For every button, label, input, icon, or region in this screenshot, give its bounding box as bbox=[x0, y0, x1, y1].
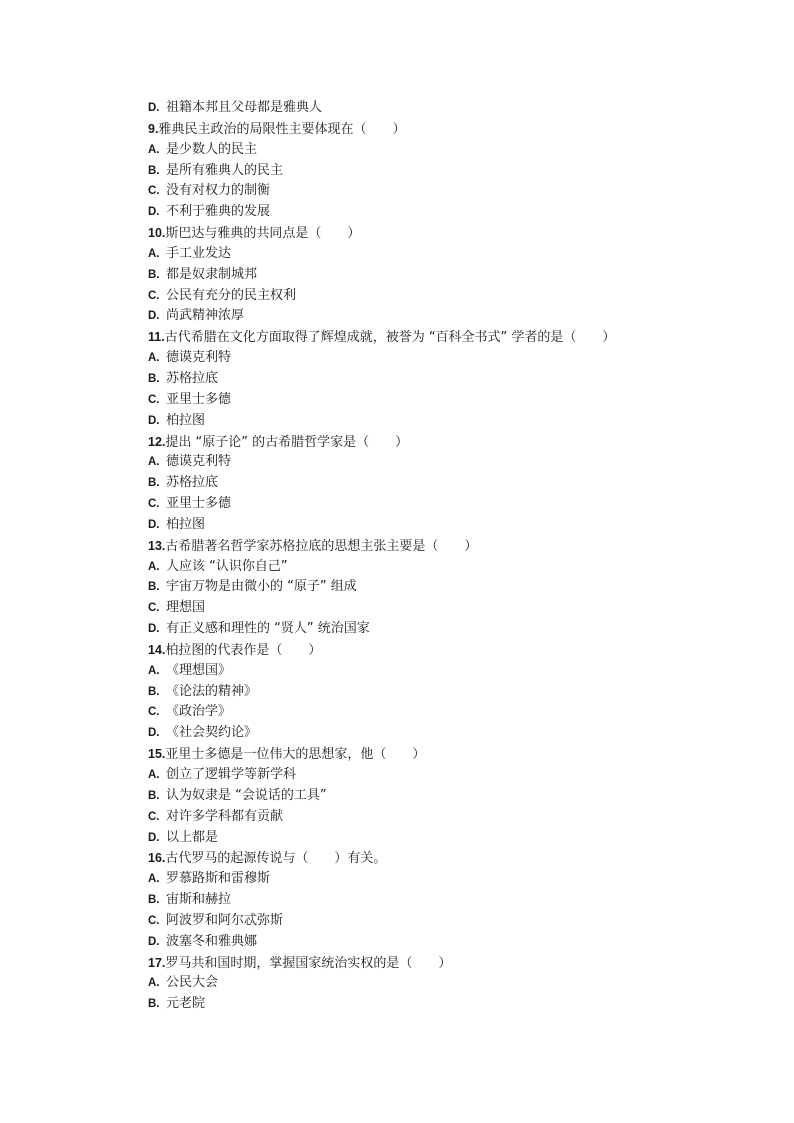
option-text: 柏拉图 bbox=[166, 516, 206, 532]
option-text: 是少数人的民主 bbox=[166, 141, 258, 157]
option-text: 《理想国》 bbox=[166, 662, 232, 678]
option-text: 不利于雅典的发展 bbox=[166, 204, 271, 220]
option-line bbox=[148, 306, 748, 327]
option-line bbox=[148, 515, 748, 536]
option-line bbox=[148, 973, 748, 994]
option-letter: D. bbox=[148, 414, 160, 427]
option-text: 宇宙万物是由微小的 “原子” 组成 bbox=[166, 579, 357, 595]
option-letter: B. bbox=[148, 372, 160, 385]
option-text: 创立了逻辑学等新学科 bbox=[166, 767, 297, 782]
option-line bbox=[148, 348, 748, 369]
option-letter: C. bbox=[148, 914, 160, 927]
option-text: 是所有雅典人的民主 bbox=[166, 162, 284, 178]
option-letter: A. bbox=[148, 352, 160, 365]
option-line bbox=[148, 140, 748, 161]
question-text: 罗马共和国时期，掌握国家统治实权的是（ ） bbox=[165, 955, 452, 971]
question-text: 古代罗马的起源传说与（ ）有关。 bbox=[165, 851, 387, 867]
option-text: 波塞冬和雅典娜 bbox=[166, 933, 258, 949]
option-letter: D. bbox=[148, 623, 160, 636]
option-letter: D. bbox=[148, 518, 160, 531]
option-line bbox=[148, 598, 748, 619]
option-text: 《政治学》 bbox=[166, 704, 232, 720]
option-letter: C. bbox=[148, 393, 160, 406]
option-letter: D. bbox=[148, 206, 160, 219]
option-line bbox=[148, 411, 748, 432]
option-text: 手工业发达 bbox=[166, 245, 232, 261]
option-line bbox=[148, 619, 748, 640]
option-letter: B. bbox=[148, 164, 160, 177]
option-line bbox=[148, 661, 748, 682]
option-text: 都是奴隶制城邦 bbox=[166, 266, 258, 282]
option-letter: B. bbox=[148, 685, 160, 698]
question-text: 提出 “原子论” 的古希腊哲学家是（ ） bbox=[165, 434, 409, 450]
option-line bbox=[148, 557, 748, 578]
option-letter: A. bbox=[148, 664, 160, 677]
option-line bbox=[148, 702, 748, 723]
option-line bbox=[148, 869, 748, 890]
option-text: 德谟克利特 bbox=[166, 350, 232, 366]
option-line bbox=[148, 807, 748, 828]
option-text: 公民大会 bbox=[166, 975, 219, 991]
option-letter: A. bbox=[148, 769, 160, 781]
option-line bbox=[148, 98, 748, 119]
question-number: 13. bbox=[148, 538, 166, 553]
option-line bbox=[148, 181, 748, 202]
option-line bbox=[148, 390, 748, 411]
option-text: 罗慕路斯和雷穆斯 bbox=[166, 871, 271, 887]
question-line bbox=[148, 744, 748, 765]
option-line bbox=[148, 682, 748, 703]
option-text: 柏拉图 bbox=[166, 412, 206, 428]
question-line bbox=[148, 848, 748, 869]
question-number: 17. bbox=[148, 955, 166, 970]
option-letter: B. bbox=[148, 894, 160, 907]
option-text: 认为奴隶是 “会说话的工具” bbox=[166, 787, 327, 803]
question-line bbox=[148, 536, 748, 557]
option-text: 没有对权力的制衡 bbox=[166, 183, 271, 199]
question-line bbox=[148, 327, 748, 348]
option-line bbox=[148, 202, 748, 223]
question-text: 雅典民主政治的局限性主要体现在（ ） bbox=[158, 121, 406, 137]
option-letter: D. bbox=[148, 310, 160, 323]
option-text: 对许多学科都有贡献 bbox=[166, 808, 284, 824]
option-letter: D. bbox=[148, 935, 160, 948]
question-number: 14. bbox=[148, 642, 166, 657]
option-letter: B. bbox=[148, 268, 160, 281]
question-line bbox=[148, 223, 748, 244]
question-number: 16. bbox=[148, 851, 166, 866]
option-text: 元老院 bbox=[166, 996, 206, 1012]
option-letter: C. bbox=[148, 185, 160, 198]
option-text: 宙斯和赫拉 bbox=[166, 892, 232, 908]
option-text: 公民有充分的民主权利 bbox=[166, 287, 297, 303]
option-text: 亚里士多德 bbox=[166, 391, 232, 407]
question-text: 古希腊著名哲学家苏格拉底的思想主张主要是（ ） bbox=[165, 538, 478, 554]
option-letter: C. bbox=[148, 706, 160, 719]
option-text: 亚里士多德 bbox=[166, 496, 232, 512]
question-number: 15. bbox=[148, 747, 166, 762]
question-number: 11. bbox=[148, 330, 165, 345]
option-letter: A. bbox=[148, 873, 160, 886]
option-line bbox=[148, 244, 748, 265]
question-line bbox=[148, 953, 748, 974]
option-line bbox=[148, 161, 748, 182]
option-text: 《论法的精神》 bbox=[166, 683, 258, 699]
option-text: 尚武精神浓厚 bbox=[166, 308, 245, 324]
option-letter: B. bbox=[148, 789, 160, 802]
option-letter: D. bbox=[148, 831, 160, 844]
option-text: 以上都是 bbox=[166, 829, 219, 845]
option-line bbox=[148, 265, 748, 286]
question-line bbox=[148, 640, 748, 661]
question-number: 9. bbox=[148, 121, 159, 136]
option-letter: C. bbox=[148, 289, 160, 302]
question-number: 10. bbox=[148, 226, 166, 241]
option-text: 德谟克利特 bbox=[166, 454, 232, 470]
option-line bbox=[148, 369, 748, 390]
option-line bbox=[148, 577, 748, 598]
option-letter: B. bbox=[148, 581, 160, 594]
option-letter: D. bbox=[148, 102, 160, 114]
question-list bbox=[148, 98, 748, 1015]
option-line bbox=[148, 494, 748, 515]
question-text: 古代希腊在文化方面取得了辉煌成就，被誉为 “百科全书式” 学者的是（ ） bbox=[164, 330, 616, 346]
option-line bbox=[148, 828, 748, 849]
option-line bbox=[148, 765, 748, 786]
option-text: 苏格拉底 bbox=[166, 370, 219, 386]
question-line bbox=[148, 119, 748, 140]
option-letter: A. bbox=[148, 560, 160, 573]
option-letter: B. bbox=[148, 477, 160, 490]
option-letter: B. bbox=[148, 998, 160, 1011]
option-text: 祖籍本邦且父母都是雅典人 bbox=[166, 100, 323, 115]
option-line bbox=[148, 286, 748, 307]
option-text: 人应该 “认识你自己” bbox=[166, 558, 288, 574]
question-text: 亚里士多德是一位伟大的思想家，他（ ） bbox=[165, 747, 426, 763]
option-letter: A. bbox=[148, 977, 160, 990]
option-letter: D. bbox=[148, 727, 160, 740]
question-text: 斯巴达与雅典的共同点是（ ） bbox=[165, 226, 361, 242]
option-letter: A. bbox=[148, 247, 160, 260]
option-line bbox=[148, 890, 748, 911]
option-text: 阿波罗和阿尔忒弥斯 bbox=[166, 912, 284, 928]
option-letter: A. bbox=[148, 143, 160, 156]
option-text: 《社会契约论》 bbox=[166, 725, 258, 741]
option-text: 有正义感和理性的 “贤人” 统治国家 bbox=[166, 621, 370, 637]
option-letter: C. bbox=[148, 602, 160, 615]
question-line bbox=[148, 432, 748, 453]
question-text: 柏拉图的代表作是（ ） bbox=[165, 642, 322, 658]
option-letter: C. bbox=[148, 810, 160, 823]
option-line bbox=[148, 452, 748, 473]
option-text: 理想国 bbox=[166, 600, 206, 616]
option-line bbox=[148, 994, 748, 1015]
option-line bbox=[148, 932, 748, 953]
option-line bbox=[148, 723, 748, 744]
option-line bbox=[148, 786, 748, 807]
option-line bbox=[148, 473, 748, 494]
option-letter: C. bbox=[148, 498, 160, 511]
option-text: 苏格拉底 bbox=[166, 475, 219, 491]
option-line bbox=[148, 911, 748, 932]
question-number: 12. bbox=[148, 434, 166, 449]
option-letter: A. bbox=[148, 456, 160, 469]
